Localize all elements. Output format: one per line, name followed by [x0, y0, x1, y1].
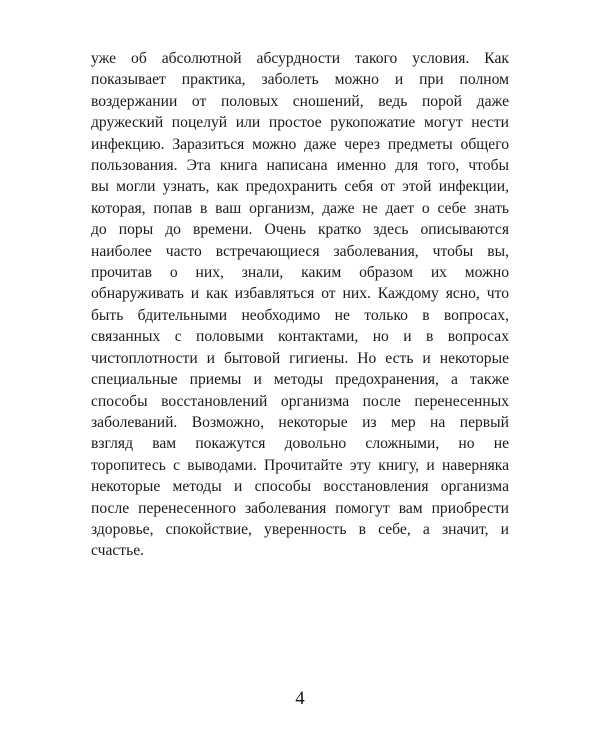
text-line: чистоплотности и бытовой гигиены. Но есть и некоторые [91, 349, 509, 367]
text-line: некоторые методы и способы восстановления организма [91, 478, 509, 496]
text-line: уже об абсолютной абсурдности такого условия. Как [91, 50, 509, 67]
body-text [91, 48, 509, 562]
text-line: инфекцию. Заразиться можно даже через предметы общего [91, 135, 509, 153]
text-line: взгляд вам покажутся довольно сложными, но не [91, 435, 509, 453]
text-line: показывает практика, заболеть можно и при полном [91, 71, 509, 89]
text-line: связанных с половыми контактами, но и в вопросах [91, 328, 509, 346]
text-line: быть бдительными необходимо не только в вопросах, [91, 306, 509, 324]
text-line: наиболее часто встречающиеся заболевания, чтобы вы, [91, 242, 509, 260]
text-line: обнаруживать и как избавляться от них. Каждому ясно, что [91, 285, 509, 303]
text-line: торопитесь с выводами. Прочитайте эту книгу, и наверняка [91, 456, 509, 474]
text-line: которая, попав в ваш организм, даже не дает о себе знать [91, 199, 509, 217]
text-line: до поры до времени. Очень кратко здесь описываются [91, 221, 509, 239]
text-line: дружеский поцелуй или простое рукопожатие могут нести [91, 114, 509, 132]
text-line: специальные приемы и методы предохранения, а также [91, 371, 509, 389]
text-line: вы могли узнать, как предохранить себя от этой инфекции, [91, 178, 509, 196]
text-line: после перенесенного заболевания помогут вам приобрести [91, 499, 509, 517]
text-line: прочитав о них, знали, каким образом их можно [91, 264, 509, 282]
text-line: пользования. Эта книга написана именно для того, чтобы [91, 157, 509, 175]
text-line: воздержании от половых сношений, ведь порой даже [91, 92, 509, 110]
text-line: способы восстановлений организма после перенесенных [91, 392, 509, 410]
text-line: заболеваний. Возможно, некоторые из мер на первый [91, 413, 509, 431]
text-line: здоровье, спокойствие, уверенность в себе, а значит, и [91, 520, 509, 538]
text-line-last: счастье. [91, 542, 145, 560]
page-number: 4 [295, 688, 305, 709]
